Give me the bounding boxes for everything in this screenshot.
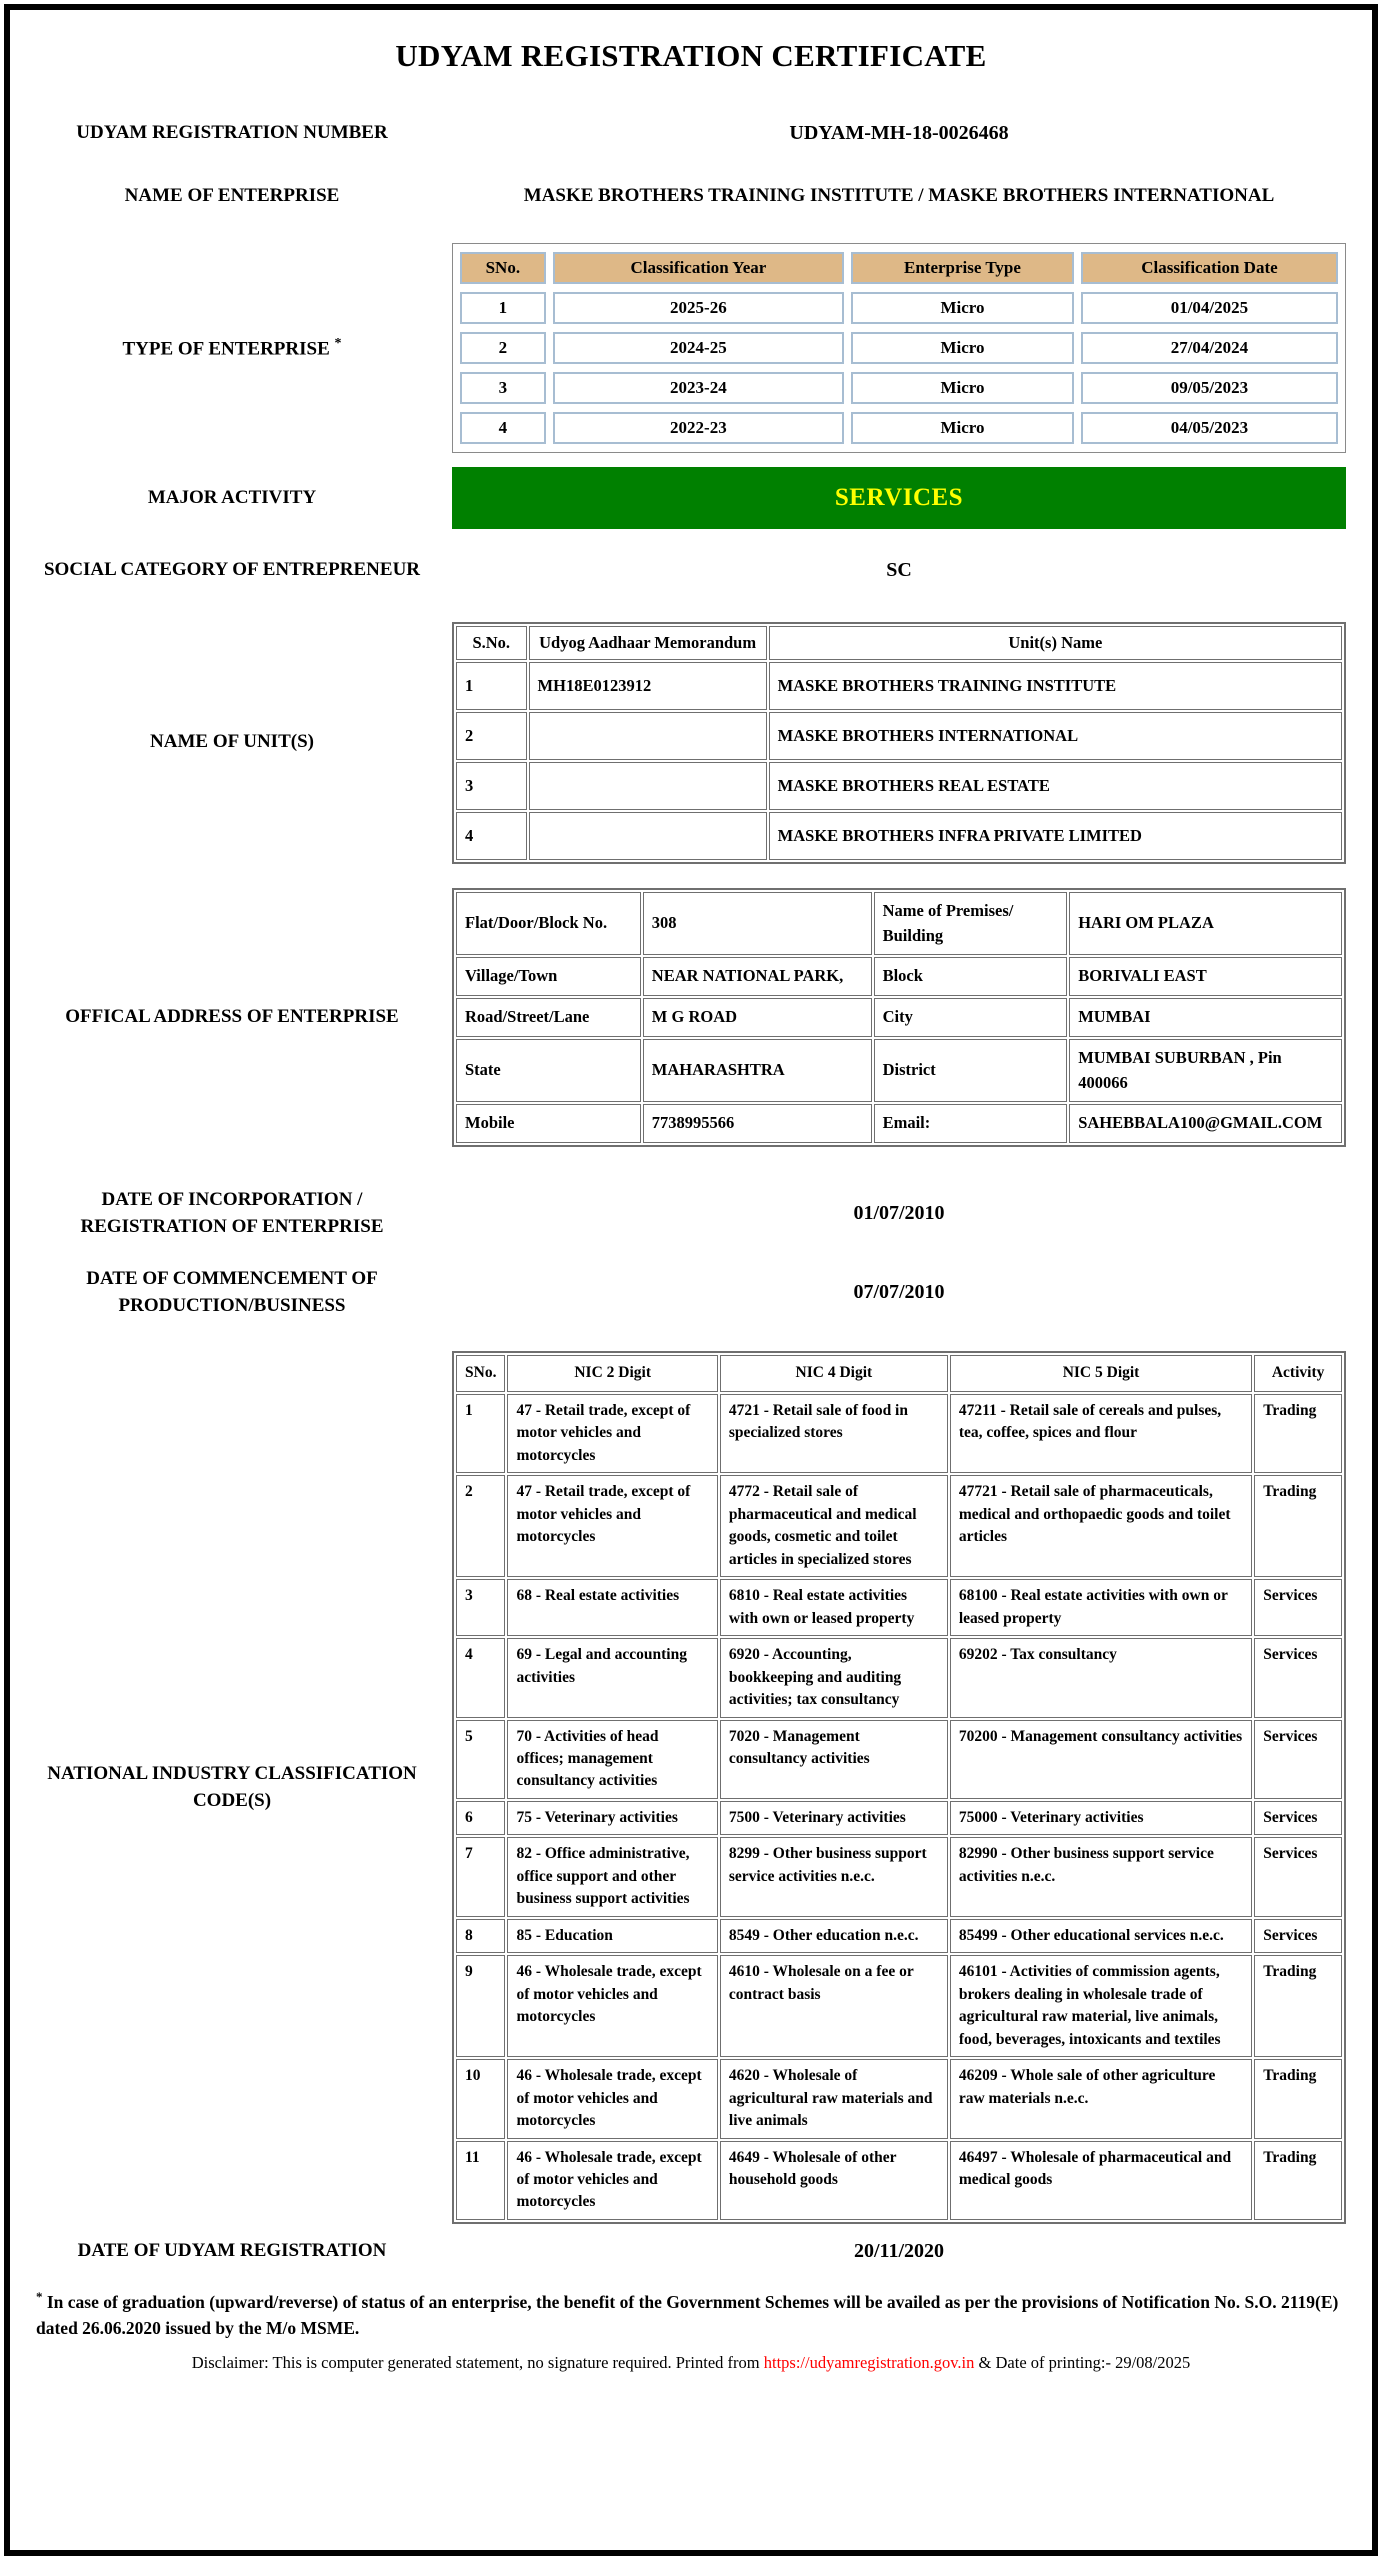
table-row [456,2059,1342,2138]
table-cell: Trading [1254,1475,1342,1577]
table-cell: 46101 - Activities of commission agents, brokers dealing in wholesale trade of agricultural raw material, live animals, food, beverages, intoxicants and textiles [950,1955,1252,2057]
table-cell: Trading [1254,2059,1342,2138]
table-cell: MASKE BROTHERS INFRA PRIVATE LIMITED [769,812,1342,860]
type-of-enterprise-row [36,243,1346,453]
table-cell: Email: [874,1104,1068,1143]
table-row [456,957,1342,996]
table-cell: 1 [456,662,527,710]
table-cell: 308 [643,892,872,956]
table-cell: 6 [456,1801,505,1835]
table-row [456,1638,1342,1717]
table-cell: 75000 - Veterinary activities [950,1801,1252,1835]
table-cell: 68100 - Real estate activities with own or leased property [950,1579,1252,1636]
table-row [460,292,1338,324]
table-cell: M G ROAD [643,998,872,1037]
units-row [36,622,1346,864]
table-cell: SAHEBBALA100@GMAIL.COM [1069,1104,1342,1143]
table-row [456,2141,1342,2220]
column-header: SNo. [456,1355,505,1391]
table-cell: 4 [456,1638,505,1717]
table-cell: 82 - Office administrative, office support and other business support activities [507,1837,717,1916]
table-cell: 7500 - Veterinary activities [720,1801,948,1835]
table-cell: 46 - Wholesale trade, except of motor vehicles and motorcycles [507,2059,717,2138]
table-cell: 47211 - Retail sale of cereals and pulses, tea, coffee, spices and flour [950,1394,1252,1473]
table-cell [529,762,767,810]
table-cell: 8299 - Other business support service activities n.e.c. [720,1837,948,1916]
table-cell: HARI OM PLAZA [1069,892,1342,956]
table-cell: 4649 - Wholesale of other household goods [720,2141,948,2220]
classification-table [452,243,1346,453]
table-cell: NEAR NATIONAL PARK, [643,957,872,996]
table-row [456,1475,1342,1577]
nic-header-row [456,1355,1342,1391]
table-cell: Block [874,957,1068,996]
registration-number-label: UDYAM REGISTRATION NUMBER [76,122,388,143]
table-cell: 4772 - Retail sale of pharmaceutical and medical goods, cosmetic and toilet articles in specialized stores [720,1475,948,1577]
column-header: NIC 4 Digit [720,1355,948,1391]
table-cell: 70200 - Management consultancy activities [950,1720,1252,1799]
table-cell: 2023-24 [553,372,844,404]
table-row [460,332,1338,364]
commencement-date-label: DATE OF COMMENCEMENT OF PRODUCTION/BUSINESS [86,1268,378,1316]
table-cell: 2 [456,712,527,760]
table-cell: 3 [456,1579,505,1636]
table-cell: 69 - Legal and accounting activities [507,1638,717,1717]
table-row [456,1394,1342,1473]
table-cell: 46497 - Wholesale of pharmaceutical and medical goods [950,2141,1252,2220]
certificate-title: UDYAM REGISTRATION CERTIFICATE [395,38,987,73]
table-cell: 2024-25 [553,332,844,364]
udyam-date-value: 20/11/2020 [853,2239,944,2262]
table-cell: Road/Street/Lane [456,998,641,1037]
enterprise-name-row [36,183,1346,210]
table-cell: MASKE BROTHERS TRAINING INSTITUTE [769,662,1342,710]
table-cell: 47721 - Retail sale of pharmaceuticals, medical and orthopaedic goods and toilet articles [950,1475,1252,1577]
table-cell: 2 [460,332,546,364]
table-cell: 2025-26 [553,292,844,324]
table-row [456,812,1342,860]
nic-label: NATIONAL INDUSTRY CLASSIFICATION CODE(S) [47,1763,417,1811]
column-header: Classification Year [553,252,844,284]
table-cell: 46209 - Whole sale of other agriculture raw materials n.e.c. [950,2059,1252,2138]
table-cell: 7 [456,1837,505,1916]
table-cell: City [874,998,1068,1037]
table-row [456,1579,1342,1636]
table-cell: 47 - Retail trade, except of motor vehicles and motorcycles [507,1394,717,1473]
major-activity-row [36,467,1346,529]
udyam-registration-link[interactable]: https://udyamregistration.gov.in [763,2352,975,2372]
enterprise-name-value: MASKE BROTHERS TRAINING INSTITUTE / MASKE BROTHERS INTERNATIONAL [523,184,1275,206]
table-cell: 2022-23 [553,412,844,444]
table-cell: Services [1254,1801,1342,1835]
table-cell: Services [1254,1638,1342,1717]
table-cell: MAHARASHTRA [643,1039,872,1103]
type-of-enterprise-label: TYPE OF ENTERPRISE * [122,335,342,360]
table-cell: 46 - Wholesale trade, except of motor vehicles and motorcycles [507,1955,717,2057]
major-activity-banner [452,467,1346,529]
table-cell: BORIVALI EAST [1069,957,1342,996]
table-cell: 1 [460,292,546,324]
table-cell: 01/04/2025 [1081,292,1338,324]
table-cell: 46 - Wholesale trade, except of motor vehicles and motorcycles [507,2141,717,2220]
table-cell: Services [1254,1919,1342,1953]
social-category-row [36,557,1346,584]
table-row [456,762,1342,810]
table-row [456,712,1342,760]
table-cell: 85499 - Other educational services n.e.c. [950,1919,1252,1953]
units-table [452,622,1346,864]
table-cell: MASKE BROTHERS INTERNATIONAL [769,712,1342,760]
table-cell: Village/Town [456,957,641,996]
table-cell: Micro [851,332,1074,364]
table-row [456,1720,1342,1799]
incorporation-date-value: 01/07/2010 [853,1202,945,1225]
table-cell: State [456,1039,641,1103]
table-row [456,1955,1342,2057]
table-cell: 70 - Activities of head offices; management consultancy activities [507,1720,717,1799]
column-header: SNo. [460,252,546,284]
table-cell: Micro [851,412,1074,444]
units-label: NAME OF UNIT(S) [150,731,314,753]
table-cell [529,712,767,760]
table-cell: MUMBAI [1069,998,1342,1037]
table-cell: Trading [1254,1394,1342,1473]
udyam-date-row [36,2238,1346,2265]
table-cell: MASKE BROTHERS REAL ESTATE [769,762,1342,810]
table-cell: Micro [851,372,1074,404]
table-cell: Services [1254,1720,1342,1799]
nic-row [36,1351,1346,2224]
table-row [460,412,1338,444]
table-cell: 4 [460,412,546,444]
table-cell: 4610 - Wholesale on a fee or contract basis [720,1955,948,2057]
table-cell: 85 - Education [507,1919,717,1953]
commencement-date-row [36,1266,1346,1319]
column-header: Udyog Aadhaar Memorandum [529,626,767,660]
table-row [456,1801,1342,1835]
registration-number-row [36,120,1346,147]
column-header: S.No. [456,626,527,660]
column-header: Activity [1254,1355,1342,1391]
table-cell: 68 - Real estate activities [507,1579,717,1636]
classification-header-row [460,252,1338,284]
column-header: Classification Date [1081,252,1338,284]
table-cell: Services [1254,1837,1342,1916]
table-cell: 8 [456,1919,505,1953]
registration-number-value: UDYAM-MH-18-0026468 [789,121,1009,144]
table-cell: 04/05/2023 [1081,412,1338,444]
table-row [456,892,1342,956]
commencement-date-value: 07/07/2010 [853,1281,945,1304]
address-label: OFFICAL ADDRESS OF ENTERPRISE [65,1006,399,1028]
table-cell: 6920 - Accounting, bookkeeping and auditing activities; tax consultancy [720,1638,948,1717]
footnote-asterisk: * [334,335,342,351]
table-cell: 3 [456,762,527,810]
table-cell: 69202 - Tax consultancy [950,1638,1252,1717]
enterprise-name-label: NAME OF ENTERPRISE [124,184,340,206]
social-category-value: SC [886,558,912,581]
table-cell: 82990 - Other business support service activities n.e.c. [950,1837,1252,1916]
column-header: NIC 5 Digit [950,1355,1252,1391]
table-cell: Mobile [456,1104,641,1143]
table-cell: District [874,1039,1068,1103]
table-cell: 6810 - Real estate activities with own or leased property [720,1579,948,1636]
table-cell: 27/04/2024 [1081,332,1338,364]
table-cell: 75 - Veterinary activities [507,1801,717,1835]
column-header: Enterprise Type [851,252,1074,284]
table-cell: MUMBAI SUBURBAN , Pin 400066 [1069,1039,1342,1103]
table-cell: 4721 - Retail sale of food in specialized stores [720,1394,948,1473]
major-activity-label: MAJOR ACTIVITY [147,486,317,508]
table-cell: Trading [1254,2141,1342,2220]
table-cell: 8549 - Other education n.e.c. [720,1919,948,1953]
table-cell: 3 [460,372,546,404]
table-cell: 2 [456,1475,505,1577]
table-row [456,1039,1342,1103]
udyam-date-label: DATE OF UDYAM REGISTRATION [77,2239,387,2261]
table-cell: 10 [456,2059,505,2138]
address-table [452,888,1346,1147]
disclaimer: Disclaimer: This is computer generated statement, no signature required. Printed from https://udyamregistration.gov.in & Date of printing:- 29/08/2025 [191,2352,1191,2372]
graduation-note: * In case of graduation (upward/reverse) of status of an enterprise, the benefit of the Government Schemes will be availed as per the provisions of Notification No. S.O. 2119(E) dated 26.06.2020 issued by the M/o MSME. [36,2288,1339,2339]
table-cell: 11 [456,2141,505,2220]
column-header: NIC 2 Digit [507,1355,717,1391]
incorporation-date-label: DATE OF INCORPORATION / REGISTRATION OF ENTERPRISE [80,1189,384,1237]
udyam-certificate-page [4,4,1378,2556]
table-cell: 7020 - Management consultancy activities [720,1720,948,1799]
table-cell: Services [1254,1579,1342,1636]
table-row [460,372,1338,404]
note-asterisk: * [36,2288,43,2304]
table-row [456,1919,1342,1953]
social-category-label: SOCIAL CATEGORY OF ENTREPRENEUR [43,559,421,581]
table-cell: 47 - Retail trade, except of motor vehicles and motorcycles [507,1475,717,1577]
table-cell: Name of Premises/ Building [874,892,1068,956]
table-cell: 7738995566 [643,1104,872,1143]
column-header: Unit(s) Name [769,626,1342,660]
nic-table [452,1351,1346,2224]
address-row [36,888,1346,1147]
table-row [456,1104,1342,1143]
table-cell: 4620 - Wholesale of agricultural raw materials and live animals [720,2059,948,2138]
table-cell: Micro [851,292,1074,324]
major-activity-value: SERVICES [834,484,964,512]
table-row [456,662,1342,710]
incorporation-date-row [36,1187,1346,1240]
table-cell: MH18E0123912 [529,662,767,710]
table-cell: 5 [456,1720,505,1799]
table-cell: Flat/Door/Block No. [456,892,641,956]
table-row [456,1837,1342,1916]
table-row [456,998,1342,1037]
table-cell: 1 [456,1394,505,1473]
table-cell [529,812,767,860]
table-cell: 4 [456,812,527,860]
table-cell: 09/05/2023 [1081,372,1338,404]
table-cell: Trading [1254,1955,1342,2057]
units-header-row [456,626,1342,660]
table-cell: 9 [456,1955,505,2057]
